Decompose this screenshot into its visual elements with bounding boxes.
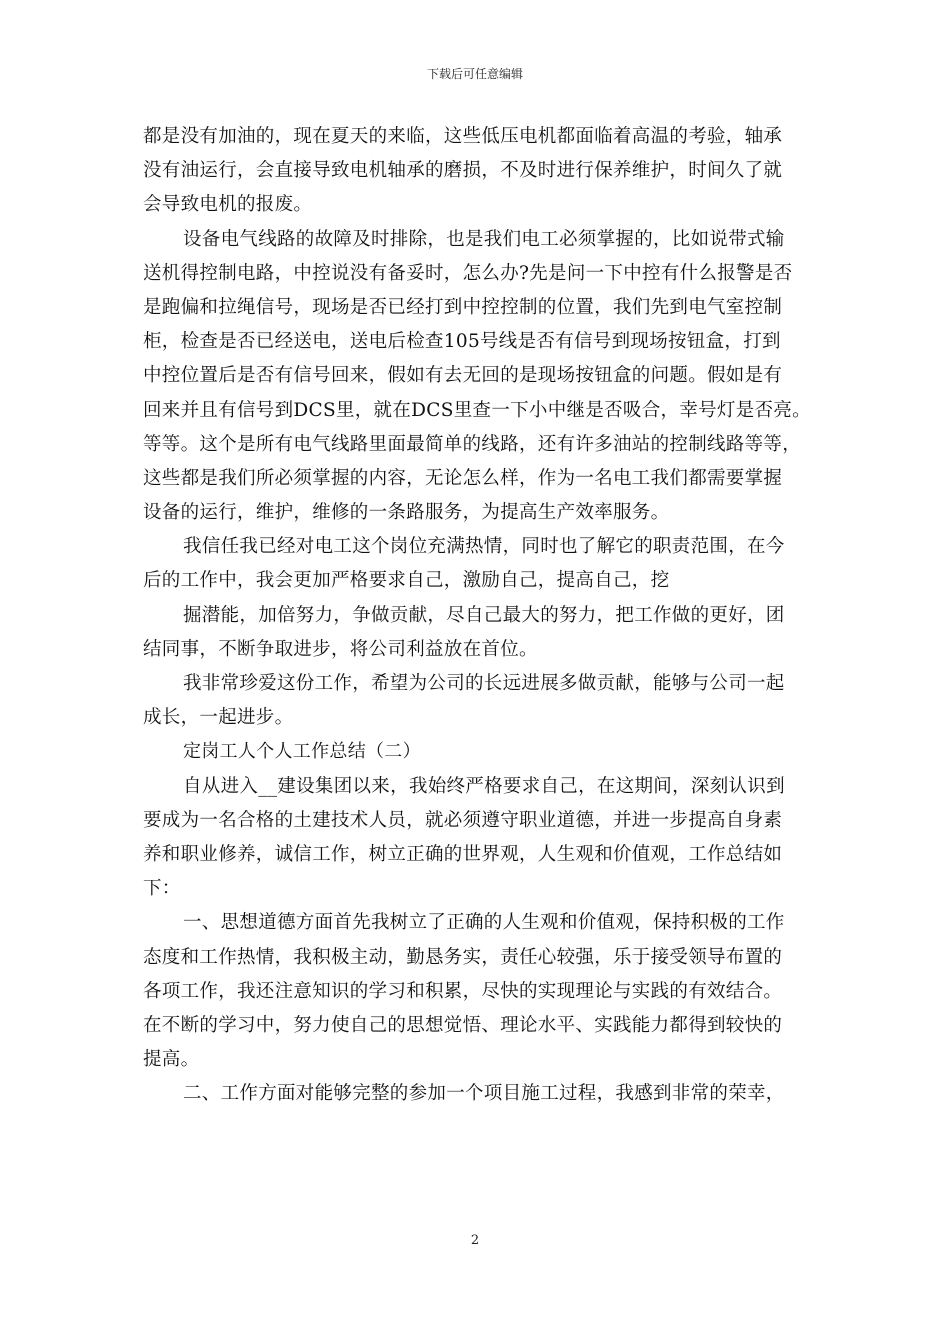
text-line: 我信任我已经对电工这个岗位充满热情，同时也了解它的职责范围，在今 — [183, 536, 785, 558]
text-line: 等等。这个是所有电气线路里面最简单的线路，还有许多油站的控制线路等等， — [143, 433, 802, 455]
text-line: 设备的运行，维护，维修的一条路服务，为提高生产效率服务。 — [143, 502, 670, 524]
text-line: 下： — [143, 878, 181, 900]
text-line: 回来并且有信号到DCS里，就在DCS里查一下小中继是否吸合，幸号灯是否亮。 — [143, 399, 811, 421]
text-line: 养和职业修养，诚信工作，树立正确的世界观，人生观和价值观，工作总结如 — [143, 843, 783, 865]
text-line: 各项工作，我还注意知识的学习和积累，尽快的实现理论与实践的有效结合。 — [143, 980, 783, 1002]
text-line: 提高。 — [143, 1049, 200, 1071]
document-body — [143, 120, 811, 1111]
text-line: 一、思想道德方面首先我树立了正确的人生观和价值观，保持积极的工作 — [183, 912, 785, 934]
text-line: 二、工作方面对能够完整的参加一个项目施工过程，我感到非常的荣幸， — [183, 1083, 785, 1105]
text-line: 我非常珍爱这份工作，希望为公司的长远进展多做贡献，能够与公司一起 — [183, 673, 785, 694]
text-line: 是跑偏和拉绳信号，现场是否已经打到中控控制的位置，我们先到电气室控制 — [143, 296, 783, 318]
page-header: 下载后可任意编辑 — [426, 67, 523, 81]
text-line: 成长，一起进步。 — [143, 707, 294, 729]
text-line: 要成为一名合格的土建技术人员，就必须遵守职业道德，并进一步提高自身素 — [143, 809, 783, 831]
text-line: 结同事，不断争取进步，将公司利益放在首位。 — [143, 638, 538, 660]
section-title: 定岗工人个人工作总结（二） — [183, 741, 421, 763]
text-line: 中控位置后是否有信号回来，假如有去无回的是现场按钮盒的问题。假如是有 — [143, 365, 783, 387]
text-line: 送机得控制电路，中控说没有备妥时，怎么办?先是问一下中控有什么报警是否 — [143, 262, 793, 284]
text-line: 自从进入__建设集团以来，我始终严格要求自己，在这期间，深刻认识到 — [183, 775, 785, 797]
page-number: 2 — [470, 1233, 480, 1248]
text-line: 设备电气线路的故障及时排除，也是我们电工必须掌握的，比如说带式输 — [183, 228, 785, 250]
text-line: 会导致电机的报废。 — [143, 194, 313, 216]
text-line: 没有油运行，会直接导致电机轴承的磨损，不及时进行保养维护，时间久了就 — [143, 160, 783, 182]
text-line: 都是没有加油的，现在夏天的来临，这些低压电机都面临着高温的考验，轴承 — [143, 126, 783, 147]
text-line: 在不断的学习中，努力使自己的思想觉悟、理论水平、实践能力都得到较快的 — [143, 1014, 783, 1036]
text-line: 柜，检查是否已经送电，送电后检查105号线是否有信号到现场按钮盒，打到 — [143, 331, 781, 353]
text-line: 态度和工作热情，我积极主动，勤恳务实，责任心较强，乐于接受领导布置的 — [143, 946, 783, 968]
text-line: 掘潜能，加倍努力，争做贡献，尽自己最大的努力，把工作做的更好，团 — [183, 604, 785, 626]
text-line: 这些都是我们所必须掌握的内容，无论怎么样，作为一名电工我们都需要掌握 — [143, 467, 783, 489]
text-line: 后的工作中，我会更加严格要求自己，激励自己，提高自己，挖 — [143, 570, 670, 592]
